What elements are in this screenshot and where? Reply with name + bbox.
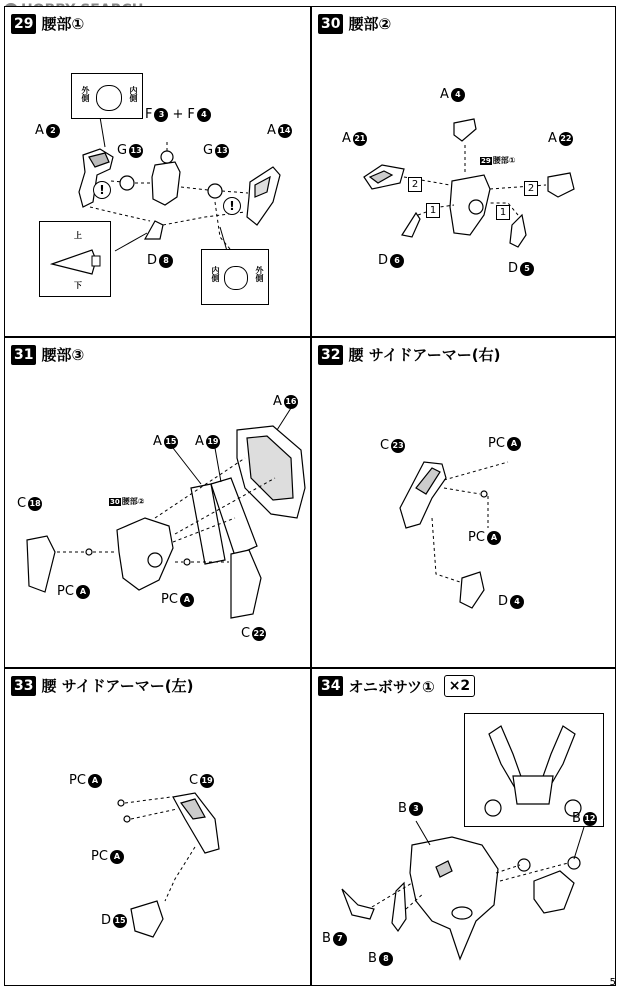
part-label-b7 — [322, 931, 347, 946]
part-number-badge: 22 — [559, 132, 573, 146]
part-letter: PC — [468, 530, 485, 545]
part-number-badge: A — [76, 585, 90, 599]
part-number-badge: A — [110, 850, 124, 864]
assembly-reference-29 — [480, 155, 516, 166]
step-title: 腰部③ — [41, 346, 85, 364]
step-number: 29 — [11, 14, 36, 34]
step-number: 30 — [318, 14, 343, 34]
step-number: 33 — [11, 676, 36, 696]
part-label-c23 — [380, 438, 405, 453]
part-label-pca-right — [161, 592, 194, 607]
inset-orientation-bottom — [201, 249, 269, 305]
part-letter: C — [189, 773, 199, 788]
part-letter: A — [273, 394, 282, 409]
part-label-a16 — [273, 394, 298, 409]
inset-orientation-top — [71, 73, 143, 119]
part-label-a19 — [195, 434, 220, 449]
step-title: オニボサツ① — [348, 677, 435, 696]
part-number-badge: 13 — [129, 144, 143, 158]
order-box — [408, 177, 422, 192]
part-letter: F — [145, 107, 153, 122]
step-title: 腰部① — [41, 15, 85, 33]
part-letter: D — [147, 253, 158, 268]
part-number-badge: 3 — [409, 802, 423, 816]
plus-sign: + — [172, 107, 184, 122]
part-number-badge: 4 — [510, 595, 524, 609]
caution-icon — [223, 197, 241, 215]
part-label-d5 — [508, 261, 534, 276]
part-letter: C — [380, 438, 390, 453]
part-number-badge: 22 — [252, 627, 266, 641]
part-letter: D — [498, 594, 509, 609]
part-letter: A — [35, 123, 44, 138]
inset-outer-label: 外側 — [255, 266, 264, 282]
reference-step-title: 腰部② — [121, 497, 145, 506]
part-label-a21 — [342, 131, 367, 146]
part-letter: B — [398, 801, 407, 816]
step-32-drawing — [312, 338, 616, 668]
order-box — [426, 203, 440, 218]
part-letter: G — [203, 143, 214, 158]
part-letter: C — [241, 626, 251, 641]
part-label-a22 — [548, 131, 573, 146]
part-number-badge: 16 — [284, 395, 298, 409]
part-letter: PC — [57, 584, 74, 599]
part-label-a4 — [440, 87, 465, 102]
part-letter: A — [440, 87, 449, 102]
part-number-badge: A — [180, 593, 194, 607]
order-number: 1 — [499, 207, 507, 218]
part-number-badge: 8 — [379, 952, 393, 966]
part-label-pca-left — [57, 584, 90, 599]
panel-step-30 — [311, 6, 616, 337]
caution-mark: ! — [99, 183, 105, 197]
part-label-d4 — [498, 594, 524, 609]
part-number-badge: 19 — [206, 435, 220, 449]
step-33-drawing — [5, 669, 311, 986]
part-letter: B — [322, 931, 331, 946]
panel-step-31 — [4, 337, 311, 668]
part-number-badge: 23 — [391, 439, 405, 453]
part-label-pca-bottom — [468, 530, 501, 545]
part-number-badge: 18 — [28, 497, 42, 511]
part-number-badge: 3 — [154, 108, 168, 122]
part-label-pca-top — [488, 436, 521, 451]
panel-step-34 — [311, 668, 616, 986]
part-number-badge: 13 — [215, 144, 229, 158]
part-letter: A — [195, 434, 204, 449]
part-label-d8 — [147, 253, 173, 268]
order-number: 2 — [527, 183, 535, 194]
step-31-drawing — [5, 338, 311, 668]
part-label-b3 — [398, 801, 423, 816]
part-number-badge: A — [487, 531, 501, 545]
assembly-reference-30 — [109, 496, 145, 507]
part-label-a14 — [267, 123, 292, 138]
part-letter: D — [101, 913, 112, 928]
inset-part-circle-icon — [96, 85, 122, 111]
order-number: 1 — [429, 205, 437, 216]
part-number-badge: 21 — [353, 132, 367, 146]
inset-outer-label: 外側 — [81, 86, 90, 102]
order-box — [524, 181, 538, 196]
part-label-d6 — [378, 253, 404, 268]
part-letter: C — [17, 496, 27, 511]
part-number-badge: A — [88, 774, 102, 788]
step-title: 腰 サイドアーマー(右) — [348, 346, 501, 364]
part-letter: PC — [161, 592, 178, 607]
panel-step-33 — [4, 668, 311, 986]
part-letter: PC — [91, 849, 108, 864]
part-label-pca-top — [69, 773, 102, 788]
part-number-badge: 8 — [159, 254, 173, 268]
part-label-pca-bottom — [91, 849, 124, 864]
caution-icon — [93, 181, 111, 199]
part-letter: B — [368, 951, 377, 966]
part-label-g13-left — [117, 143, 143, 158]
part-label-g13-right — [203, 143, 229, 158]
part-letter: G — [117, 143, 128, 158]
part-label-a15 — [153, 434, 178, 449]
part-letter: F — [187, 107, 195, 122]
part-label-b12 — [572, 811, 597, 826]
part-letter: D — [378, 253, 389, 268]
reference-step-number: 30 — [110, 497, 120, 506]
part-number-badge: 15 — [164, 435, 178, 449]
panel-step-32 — [311, 337, 616, 668]
inset-down-label: 下 — [74, 281, 82, 290]
part-label-b8 — [368, 951, 393, 966]
step-34-drawing — [312, 669, 616, 986]
step-number: 32 — [318, 345, 343, 365]
part-number-badge: 2 — [46, 124, 60, 138]
part-letter: A — [548, 131, 557, 146]
part-number-badge: 4 — [197, 108, 211, 122]
part-number-badge: 6 — [390, 254, 404, 268]
step-number: 31 — [11, 345, 36, 365]
part-label-c18 — [17, 496, 42, 511]
part-number-badge: 19 — [200, 774, 214, 788]
caution-mark: ! — [229, 199, 235, 213]
page-number: 5 — [609, 977, 616, 988]
reference-step-title: 腰部① — [492, 156, 516, 165]
part-letter: A — [267, 123, 276, 138]
inset-inner-label: 内側 — [129, 86, 138, 102]
order-number: 2 — [411, 179, 419, 190]
step-30-drawing — [312, 7, 616, 337]
part-letter: B — [572, 811, 581, 826]
part-letter: PC — [488, 436, 505, 451]
inset-orientation-left — [39, 221, 111, 297]
part-label-c19 — [189, 773, 214, 788]
part-number-badge: 12 — [583, 812, 597, 826]
quantity-multiplier: ×2 — [444, 675, 475, 697]
part-letter: D — [508, 261, 519, 276]
part-label-c22 — [241, 626, 266, 641]
inset-part-circle-icon — [224, 266, 248, 290]
inset-up-label: 上 — [74, 231, 82, 240]
part-number-badge: 14 — [278, 124, 292, 138]
part-label-f3-f4 — [145, 107, 211, 122]
part-number-badge: A — [507, 437, 521, 451]
inset-inner-label: 内側 — [211, 266, 220, 282]
part-number-badge: 5 — [520, 262, 534, 276]
order-box — [496, 205, 510, 220]
step-title: 腰部② — [348, 15, 392, 33]
panel-step-29 — [4, 6, 311, 337]
step-title: 腰 サイドアーマー(左) — [41, 677, 194, 695]
part-letter: PC — [69, 773, 86, 788]
part-number-badge: 7 — [333, 932, 347, 946]
step-number: 34 — [318, 676, 343, 696]
part-label-d15 — [101, 913, 127, 928]
part-letter: A — [153, 434, 162, 449]
part-label-a2 — [35, 123, 60, 138]
part-number-badge: 15 — [113, 914, 127, 928]
part-letter: A — [342, 131, 351, 146]
part-number-badge: 4 — [451, 88, 465, 102]
reference-step-number: 29 — [481, 156, 491, 165]
